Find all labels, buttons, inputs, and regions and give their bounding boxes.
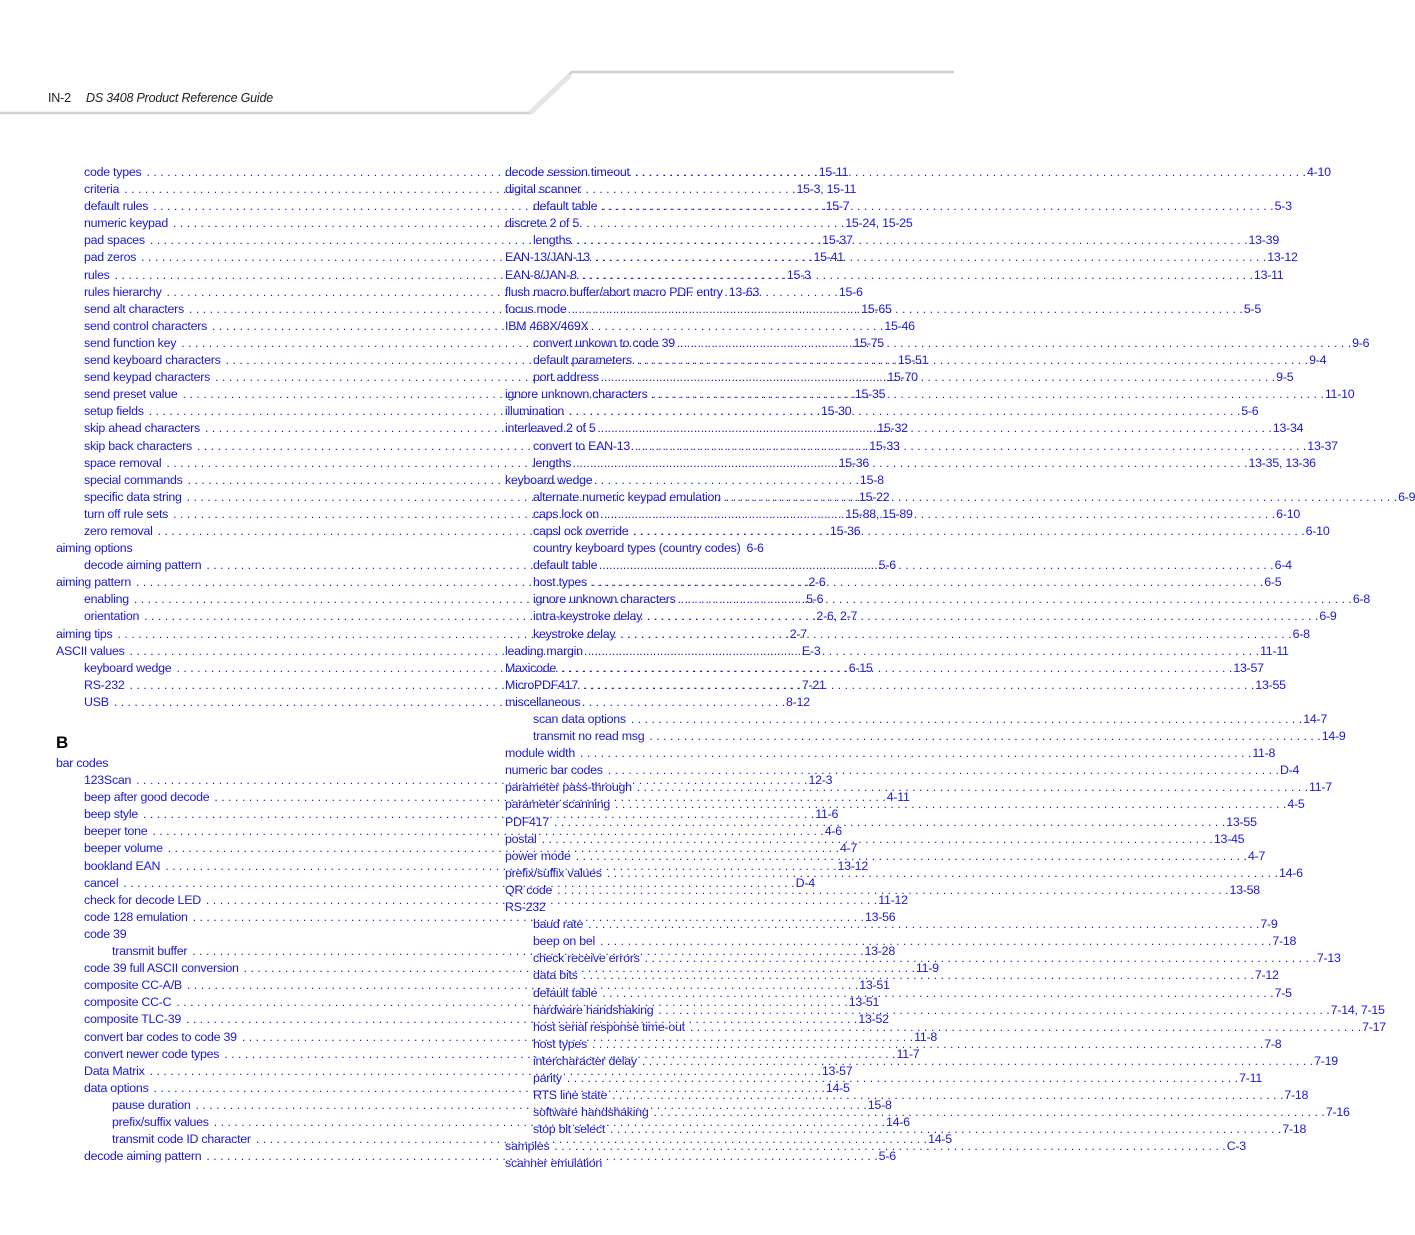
index-page-ref[interactable]: 6-10	[1276, 506, 1300, 521]
index-term[interactable]: setup fields	[84, 404, 144, 419]
index-term[interactable]: code 128 emulation	[84, 909, 188, 924]
index-term[interactable]: interleaved 2 of 5	[505, 421, 596, 436]
index-page-ref[interactable]: 13-57	[821, 1063, 853, 1078]
index-page-ref[interactable]: 15-6	[838, 284, 863, 299]
index-term[interactable]: leading margin	[505, 643, 583, 658]
index-term[interactable]: check for decode LED	[84, 892, 201, 907]
dot-leader	[592, 1036, 1263, 1053]
index-term[interactable]: pause duration	[112, 1097, 191, 1112]
index-term[interactable]: intercharacter delay	[533, 1053, 637, 1068]
dot-leader	[580, 745, 1251, 762]
index-term[interactable]: zero removal	[84, 523, 153, 538]
dot-leader	[654, 1104, 1325, 1121]
index-entry[interactable]	[56, 540, 337, 557]
dot-leader	[592, 574, 1263, 591]
index-page-ref[interactable]: 7-16	[1325, 1105, 1350, 1120]
index-entry[interactable]	[505, 472, 758, 489]
dot-leader	[567, 1070, 1238, 1087]
index-page-ref[interactable]: 6-9	[1319, 609, 1337, 624]
index-entry[interactable]	[505, 1155, 758, 1172]
index-term[interactable]: bookland EAN	[84, 858, 161, 873]
index-term[interactable]: rules hierarchy	[84, 284, 162, 299]
index-term[interactable]: specific data string	[84, 489, 182, 504]
index-page-ref[interactable]: 6-6	[746, 541, 764, 556]
index-page-ref[interactable]: D-4	[795, 875, 815, 890]
dot-leader	[635, 164, 1306, 181]
index-term[interactable]: composite CC-C	[84, 995, 172, 1010]
index-term[interactable]: module width	[505, 746, 576, 761]
index-page-ref[interactable]: 15-8	[867, 1097, 892, 1112]
index-term[interactable]: default rules	[84, 199, 149, 214]
index-page-ref[interactable]: 15-46	[884, 318, 915, 333]
index-term[interactable]: PDF417	[505, 814, 549, 829]
index-page-ref[interactable]: 15-8	[859, 472, 884, 487]
index-term[interactable]: Maxicode	[505, 660, 557, 675]
dot-leader	[680, 335, 1351, 352]
index-entry[interactable]	[56, 926, 337, 943]
index-page-ref[interactable]: 6-9	[1398, 489, 1415, 504]
index-term[interactable]: convert newer code types	[84, 1046, 220, 1061]
index-term[interactable]: orientation	[84, 609, 140, 624]
dot-leader	[612, 1087, 1283, 1104]
index-term[interactable]: send preset value	[84, 387, 178, 402]
index-term[interactable]: data bits	[533, 968, 578, 983]
index-page-ref[interactable]: 5-6	[878, 558, 896, 573]
index-term[interactable]: QR code	[505, 882, 553, 897]
index-page-ref[interactable]: 13-51	[848, 995, 880, 1010]
index-term[interactable]: miscellaneous	[505, 694, 581, 709]
index-entry[interactable]	[505, 181, 758, 198]
section-spacer	[56, 711, 337, 731]
index-term[interactable]: parameter pass-through	[505, 780, 632, 795]
dot-leader	[601, 420, 1272, 437]
dot-leader	[554, 814, 1225, 831]
dot-leader	[602, 985, 1273, 1002]
index-page-ref[interactable]: 15-36	[829, 523, 861, 538]
index-page-ref[interactable]: 13-37	[1307, 438, 1338, 453]
dot-leader	[681, 591, 1352, 608]
dot-leader	[633, 523, 1304, 540]
index-term[interactable]: numeric bar codes	[505, 763, 603, 778]
index-term[interactable]: numeric keypad	[84, 216, 168, 231]
index-term[interactable]: bar codes	[56, 756, 109, 770]
dot-leader	[576, 455, 1247, 472]
index-page-ref[interactable]: 13-45	[1213, 831, 1245, 846]
index-page-ref[interactable]: 5-5	[1243, 301, 1262, 316]
index-page-ref[interactable]: 5-3	[1274, 199, 1292, 214]
dot-leader	[607, 865, 1278, 882]
index-term[interactable]: transmit buffer	[112, 944, 188, 959]
index-page-ref[interactable]: 15-51	[897, 353, 929, 368]
index-page-ref[interactable]: 15-65	[861, 301, 892, 316]
index-page-ref[interactable]: 13-12	[1267, 250, 1298, 265]
index-term[interactable]: alternate numeric keypad emulation	[533, 489, 721, 504]
index-page-ref[interactable]: 13-35, 13-36	[1248, 455, 1316, 470]
index-page-ref[interactable]: 6-8	[1292, 626, 1310, 641]
index-page-ref[interactable]: 15-11	[818, 165, 849, 179]
index-entry[interactable]	[505, 728, 1346, 745]
index-page-ref[interactable]: 15-75	[853, 335, 884, 350]
index-page-ref[interactable]: 14-5	[825, 1080, 850, 1095]
index-page-ref[interactable]: 9-5	[1276, 370, 1294, 385]
index-term[interactable]: Data Matrix	[84, 1063, 145, 1078]
index-entry[interactable]	[505, 711, 1327, 728]
index-term[interactable]: prefix/suffix values	[505, 865, 602, 880]
index-page-ref[interactable]: E-3	[801, 643, 821, 658]
index-term[interactable]: beeper tone	[84, 824, 148, 839]
index-entry[interactable]	[505, 899, 758, 916]
index-term[interactable]: caps lock on	[533, 506, 599, 521]
index-term[interactable]: baud rate	[533, 917, 584, 932]
dot-leader	[542, 831, 1213, 848]
index-page-ref[interactable]: 11-11	[1260, 643, 1289, 658]
dot-leader	[637, 779, 1308, 796]
index-term[interactable]: aiming pattern	[56, 575, 132, 590]
index-page-ref[interactable]: 15-3, 15-11	[796, 182, 857, 197]
index-page-ref[interactable]: 5-6	[878, 1149, 896, 1164]
dot-leader	[635, 438, 1306, 455]
dot-leader	[653, 386, 1324, 403]
dot-leader	[608, 762, 1279, 779]
index-term[interactable]: EAN-8/JAN-8	[505, 267, 577, 282]
index-term[interactable]: power mode	[505, 848, 571, 863]
index-page-ref[interactable]: 13-56	[864, 909, 896, 924]
index-page-ref[interactable]: 15-22	[858, 489, 890, 504]
index-page-ref[interactable]: 4-5	[1287, 797, 1305, 812]
index-term[interactable]: check receive errors	[533, 951, 640, 966]
index-term[interactable]: send keyboard characters	[84, 353, 221, 368]
index-page-ref[interactable]: 11-6	[815, 807, 839, 822]
index-page-ref[interactable]: 15-70	[887, 370, 918, 385]
index-page-ref[interactable]: 7-8	[1264, 1036, 1282, 1051]
index-page-ref[interactable]: 5-6	[806, 592, 824, 607]
index-page-ref[interactable]: 14-6	[1279, 865, 1303, 880]
index-section-letter: B	[56, 733, 69, 752]
index-page-ref[interactable]: 2-7	[789, 626, 807, 641]
index-term[interactable]: beep after good decode	[84, 790, 210, 805]
index-entry[interactable]	[505, 694, 758, 711]
index-term[interactable]: turn off rule sets	[84, 506, 169, 521]
index-term[interactable]: pad spaces	[84, 233, 145, 248]
index-term[interactable]: aiming options	[56, 541, 133, 556]
index-page-ref[interactable]: 6-5	[1264, 575, 1282, 590]
dot-leader	[588, 916, 1259, 933]
index-page-ref[interactable]: 14-5	[928, 1132, 952, 1147]
index-term[interactable]: send alt characters	[84, 301, 184, 316]
index-term[interactable]: beep style	[84, 807, 138, 822]
index-page-ref[interactable]: 13-51	[859, 978, 890, 993]
index-term[interactable]: rules	[84, 267, 110, 282]
dot-leader	[582, 267, 1253, 284]
index-page-ref[interactable]: 7-18	[1282, 1122, 1307, 1137]
index-term[interactable]: scan data options	[533, 712, 626, 726]
index-term[interactable]: convert bar codes to code 39	[84, 1029, 237, 1044]
dot-leader	[620, 626, 1291, 643]
index-term[interactable]: composite TLC-39	[84, 1012, 182, 1027]
index-term[interactable]: parameter scanning	[505, 797, 611, 812]
dot-leader	[602, 557, 1273, 574]
index-term[interactable]: ignore unknown characters	[505, 387, 648, 402]
index-term[interactable]: convert to EAN-13	[533, 438, 630, 453]
index-page-ref[interactable]: 11-8	[1252, 746, 1276, 761]
index-page-ref[interactable]: 11-7	[896, 1046, 920, 1061]
index-term[interactable]: MicroPDF417	[505, 677, 578, 692]
index-term[interactable]: USB	[84, 694, 109, 709]
index-term[interactable]: digital scanner	[505, 182, 582, 197]
index-entry[interactable]	[505, 284, 758, 301]
index-term[interactable]: send control characters	[84, 318, 208, 333]
dot-leader	[649, 728, 1320, 745]
index-page-ref[interactable]: 4-11	[886, 790, 910, 805]
index-page-ref[interactable]: 4-10	[1306, 165, 1331, 179]
index-page-ref[interactable]: 13-34	[1272, 421, 1304, 436]
index-page-ref[interactable]: 13-57	[1233, 660, 1264, 675]
index-term[interactable]: stop bit select	[533, 1122, 606, 1137]
index-term[interactable]: data options	[84, 1080, 149, 1095]
index-page-ref[interactable]: 12-3	[808, 773, 833, 788]
index-page-ref[interactable]: 6-10	[1305, 523, 1330, 538]
header-page-number: IN-2	[48, 91, 71, 105]
index-page-ref[interactable]: 7-12	[1254, 968, 1279, 983]
index-term[interactable]: default parameters	[533, 353, 632, 368]
index-page-ref[interactable]: 13-55	[1226, 814, 1257, 829]
index-page-ref[interactable]: 6-15	[848, 660, 873, 675]
index-page-ref[interactable]: 5-6	[1241, 404, 1259, 419]
dot-leader	[583, 677, 1254, 694]
index-term[interactable]: code 39	[84, 926, 127, 941]
index-page-ref[interactable]: 13-11	[1253, 267, 1284, 282]
index-term[interactable]: convert unkown to code 39	[533, 335, 675, 350]
header-guide-title: DS 3408 Product Reference Guide	[86, 91, 273, 105]
index-page-ref[interactable]: 7-17	[1362, 1019, 1386, 1034]
index-term[interactable]: country keyboard types (country codes)	[533, 541, 741, 556]
index-page-ref[interactable]: 2-6	[808, 575, 826, 590]
index-page-ref[interactable]: 8-12	[786, 694, 810, 709]
index-page-ref[interactable]: 7-19	[1314, 1053, 1338, 1068]
index-term[interactable]: focus mode	[505, 301, 567, 316]
dot-leader	[600, 933, 1271, 950]
index-term[interactable]: default table	[533, 199, 598, 214]
index-term[interactable]: send function key	[84, 335, 177, 350]
index-term[interactable]: prefix/suffix values	[112, 1114, 209, 1129]
index-entry[interactable]	[505, 318, 758, 335]
index-entry[interactable]	[505, 762, 1300, 779]
index-term[interactable]: ASCII values	[56, 643, 125, 658]
dot-leader	[583, 967, 1254, 984]
index-term[interactable]: capsl ock override	[533, 523, 629, 538]
index-entry[interactable]	[505, 933, 1297, 950]
dot-leader	[576, 232, 1247, 249]
index-term[interactable]: decode aiming pattern	[84, 558, 202, 573]
index-term[interactable]: scanner emulation	[505, 1156, 602, 1171]
index-page-ref[interactable]: 4-7	[840, 841, 858, 856]
index-term[interactable]: host serial response time-out	[533, 1019, 685, 1034]
index-page-ref[interactable]: 15-30	[820, 404, 852, 419]
index-page-ref[interactable]: 11-12	[878, 892, 908, 907]
dot-leader	[637, 352, 1308, 369]
index-term[interactable]: RS-232	[84, 677, 125, 692]
dot-leader	[642, 1053, 1313, 1070]
index-entry[interactable]	[56, 755, 337, 772]
index-term[interactable]: aiming tips	[56, 626, 113, 641]
index-page-ref[interactable]: 11-7	[1309, 780, 1332, 795]
index-term[interactable]: decode session timeout	[505, 165, 630, 179]
index-page-ref[interactable]: 15-7	[825, 199, 850, 214]
index-page-ref[interactable]: 7-11	[1239, 1070, 1262, 1085]
dot-leader	[604, 506, 1275, 523]
index-term[interactable]: default table	[533, 558, 598, 573]
index-term[interactable]: 123Scan	[84, 773, 132, 788]
index-term[interactable]: port address	[533, 370, 599, 385]
index-page-ref[interactable]: 4-6	[824, 824, 842, 839]
index-term[interactable]: cancel	[84, 875, 119, 890]
index-page-ref[interactable]: 7-5	[1274, 985, 1292, 1000]
index-term[interactable]: skip ahead characters	[84, 421, 200, 436]
index-term[interactable]: keystroke delay	[533, 626, 616, 641]
dot-leader	[647, 608, 1318, 625]
index-page-ref[interactable]: 13-52	[858, 1012, 889, 1027]
index-page-ref[interactable]: 14-6	[886, 1114, 910, 1129]
index-page-ref[interactable]: 15-32	[877, 421, 908, 436]
dot-leader	[645, 950, 1316, 967]
index-term[interactable]: hardware handshaking	[533, 1002, 654, 1017]
index-term[interactable]: lengths	[533, 455, 572, 470]
dot-leader	[726, 489, 1397, 506]
index-term[interactable]: beep on bel	[533, 934, 596, 949]
index-page-ref[interactable]: 9-4	[1309, 353, 1327, 368]
index-page-ref[interactable]: 15-88, 15-89	[845, 506, 913, 521]
dot-leader	[615, 796, 1286, 813]
dot-leader	[572, 301, 1243, 318]
index-page-ref[interactable]: 15-41	[813, 250, 844, 265]
index-page-ref[interactable]: 13-55	[1255, 677, 1286, 692]
index-term[interactable]: discrete 2 of 5	[505, 216, 580, 231]
index-page-ref[interactable]: 11-9	[915, 961, 939, 976]
index-term[interactable]: code types	[84, 165, 142, 179]
index-term[interactable]: RS-232	[505, 900, 546, 915]
index-page-ref[interactable]: 15-33	[869, 438, 900, 453]
index-term[interactable]: samples	[505, 1139, 550, 1154]
dot-leader	[595, 249, 1266, 266]
index-entry[interactable]	[505, 540, 764, 557]
index-term[interactable]: space removal	[84, 455, 162, 470]
index-term[interactable]: default table	[533, 985, 598, 1000]
index-term[interactable]: IBM 468X/469X	[505, 318, 589, 333]
index-page-ref[interactable]: 4-7	[1247, 848, 1266, 863]
dot-leader	[557, 882, 1228, 899]
index-page-ref[interactable]: 7-18	[1272, 934, 1297, 949]
index-term[interactable]: keyboard wedge	[84, 660, 172, 675]
index-term[interactable]: skip back characters	[84, 438, 192, 453]
index-page-ref[interactable]: 13-58	[1229, 882, 1260, 897]
index-term[interactable]: enabling	[84, 592, 129, 607]
index-term[interactable]: decode aiming pattern	[84, 1149, 202, 1164]
index-page-ref[interactable]: 11-8	[914, 1029, 937, 1044]
dot-leader	[602, 198, 1273, 215]
index-page-ref[interactable]: C-3	[1226, 1139, 1246, 1154]
index-page-ref[interactable]: 15-24, 15-25	[845, 216, 913, 231]
index-term[interactable]: transmit code ID character	[112, 1132, 251, 1147]
index-term[interactable]: ignore unknown characters	[533, 592, 676, 607]
index-term[interactable]: postal	[505, 831, 537, 846]
index-term[interactable]: keyboard wedge	[505, 472, 593, 487]
index-term[interactable]: code 39 full ASCII conversion	[84, 961, 239, 976]
index-page-ref[interactable]: 6-4	[1274, 558, 1292, 573]
index-page-ref[interactable]: 7-13	[1316, 951, 1341, 966]
index-page-ref[interactable]: 14-9	[1321, 729, 1346, 744]
index-page-ref[interactable]: 15-36	[838, 455, 870, 470]
index-term[interactable]: composite CC-A/B	[84, 978, 182, 993]
index-page-ref[interactable]: 13-12	[837, 858, 868, 873]
dot-leader	[610, 1121, 1281, 1138]
index-page-ref[interactable]: 7-14, 7-15	[1330, 1002, 1385, 1017]
index-page-ref[interactable]: 15-35	[854, 387, 886, 402]
index-term[interactable]: pad zeros	[84, 250, 137, 265]
index-term[interactable]: host types	[533, 1036, 587, 1051]
index-term[interactable]: lengths	[533, 233, 572, 248]
index-page-ref[interactable]: 15-37	[822, 233, 853, 248]
index-page-ref[interactable]: 15-3	[786, 267, 811, 282]
index-page-ref[interactable]: 6-8	[1352, 592, 1370, 607]
dot-leader	[554, 1138, 1225, 1155]
dot-leader	[561, 660, 1232, 677]
index-term[interactable]: send keypad characters	[84, 370, 211, 385]
index-page-ref[interactable]: 13-63	[728, 284, 760, 299]
dot-leader	[690, 1019, 1361, 1036]
index-page-ref[interactable]: 2-6, 2-7	[816, 609, 858, 624]
index-term[interactable]: illumination	[505, 404, 564, 419]
index-term[interactable]: intra-keystroke delay	[533, 609, 643, 624]
index-entry[interactable]	[505, 215, 758, 232]
index-term[interactable]: EAN-13/JAN-13	[505, 250, 590, 265]
index-term[interactable]: beeper volume	[84, 841, 163, 856]
index-term[interactable]: host types	[533, 575, 587, 590]
dot-leader	[588, 643, 1259, 660]
index-page-ref[interactable]: 13-39	[1248, 233, 1279, 248]
index-page-ref[interactable]: D-4	[1279, 763, 1300, 778]
index-term[interactable]: software handshaking	[533, 1105, 649, 1120]
dot-leader	[576, 848, 1247, 865]
dot-leader	[631, 711, 1302, 728]
index-page-ref[interactable]: 9-6	[1352, 335, 1370, 350]
dot-leader	[658, 1002, 1329, 1019]
index-term[interactable]: special commands	[84, 472, 183, 487]
index-page-ref[interactable]: 13-28	[864, 944, 895, 959]
index-term[interactable]: transmit no read msg	[533, 729, 645, 744]
index-term[interactable]: criteria	[84, 182, 120, 197]
index-entry[interactable]	[505, 848, 1266, 865]
index-page-ref[interactable]: 7-21	[801, 677, 826, 692]
dot-leader	[569, 403, 1240, 420]
index-page-ref[interactable]: 11-10	[1324, 387, 1355, 402]
index-page-ref[interactable]: 7-18	[1284, 1088, 1309, 1103]
index-term[interactable]: parity	[533, 1070, 562, 1085]
dot-leader	[604, 369, 1275, 386]
index-term[interactable]: flush macro buffer/abort macro PDF entry	[505, 284, 723, 299]
index-page-ref[interactable]: 14-7	[1303, 712, 1327, 726]
index-entry[interactable]	[505, 745, 1276, 762]
index-term[interactable]: RTS line state	[533, 1088, 608, 1103]
index-page-ref[interactable]: 7-9	[1260, 917, 1278, 932]
